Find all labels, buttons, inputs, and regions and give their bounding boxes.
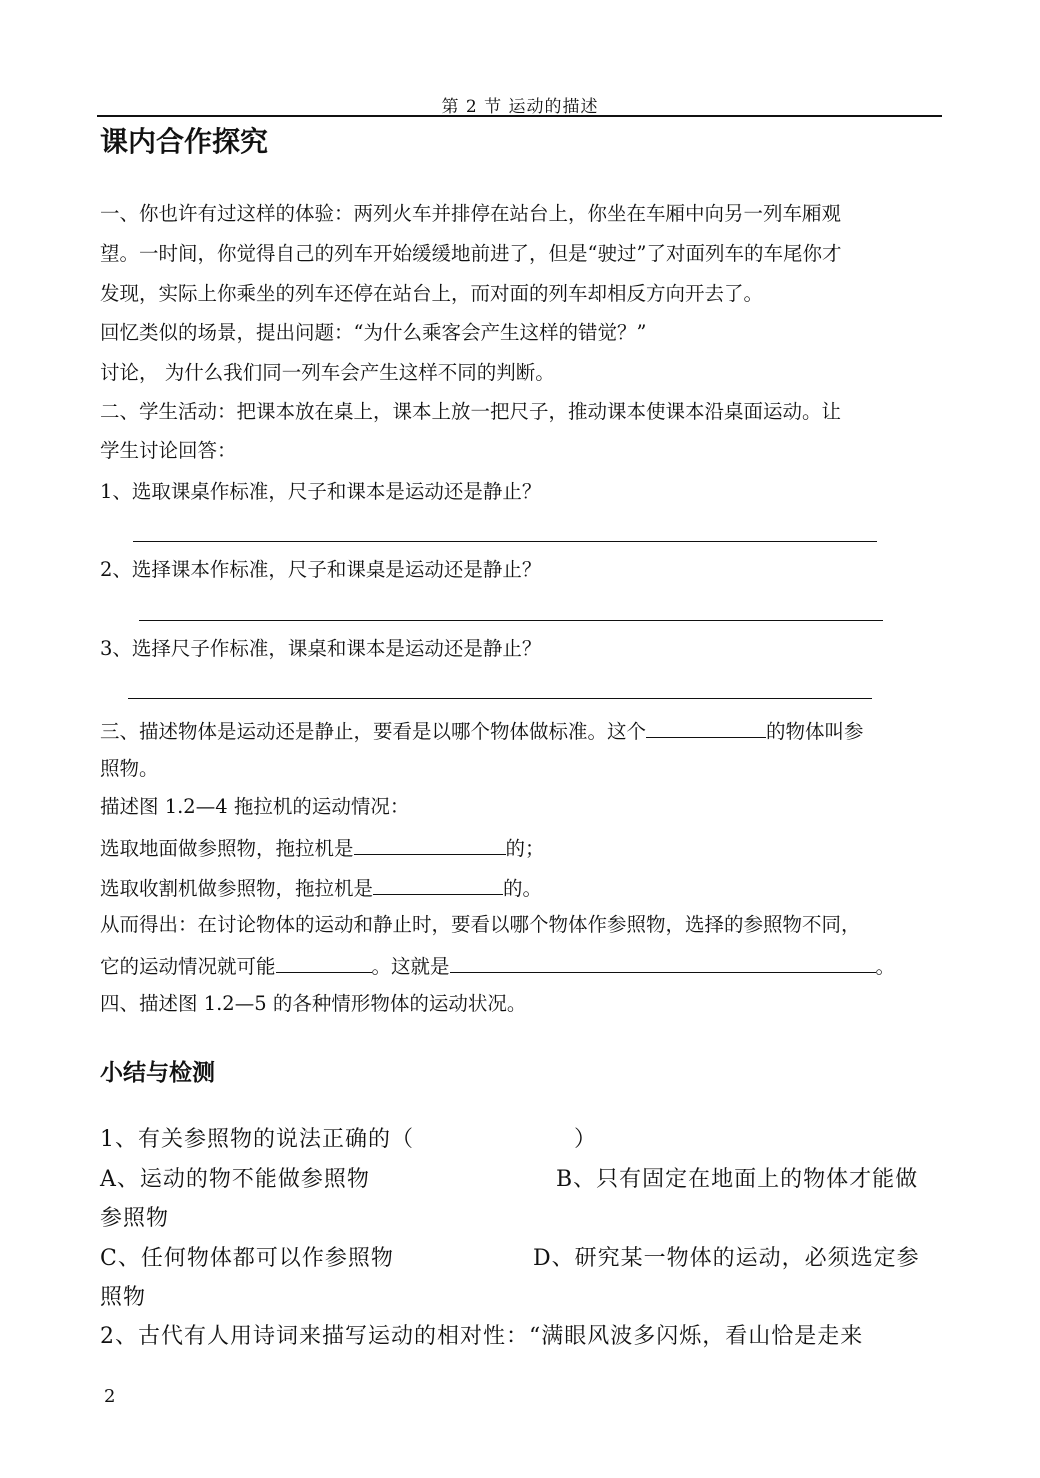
blank-conclusion-2[interactable]: [450, 950, 876, 973]
page-number: 2: [104, 1386, 116, 1407]
option-c[interactable]: C、任何物体都可以作参照物: [100, 1246, 394, 1271]
reference-definition-text: 三、描述物体是运动还是静止，要看是以哪个物体做标准。这个: [100, 720, 647, 743]
conclusion-text-b: 。这就是: [371, 955, 450, 978]
paragraph-line-6: 二、学生活动：把课本放在桌上，课本上放一把尺子，推动课本使课本沿桌面运动。让: [100, 400, 842, 423]
paragraph-line-5: 讨论， 为什么我们同一列车会产生这样不同的判断。: [100, 361, 555, 384]
figure-description-prompt: 描述图 1.2—4 拖拉机的运动情况：: [100, 795, 410, 818]
option-b[interactable]: B、只有固定在地面上的物体才能做: [556, 1167, 919, 1192]
ground-reference-line: [100, 832, 545, 860]
test-question-1-text: 1、有关参照物的说法正确的（: [100, 1127, 414, 1152]
paragraph-line-4: 回忆类似的场景，提出问题：“为什么乘客会产生这样的错觉？”: [100, 321, 647, 344]
page-header-title: 第 2 节 运动的描述: [441, 97, 599, 117]
option-d[interactable]: D、研究某一物体的运动，必须选定参: [533, 1246, 920, 1271]
harvester-reference-suffix: 的。: [503, 877, 543, 900]
ground-reference-text: 选取地面做参照物，拖拉机是: [100, 837, 354, 860]
paragraph-line-1: 一、你也许有过这样的体验：两列火车并排停在站台上，你坐在车厢中向另一列车厢观: [100, 202, 842, 225]
conclusion-text-c: 。: [875, 955, 896, 978]
answer-line-2[interactable]: [139, 620, 883, 621]
ground-reference-suffix: 的；: [505, 837, 545, 860]
answer-line-1[interactable]: [133, 541, 877, 542]
reference-definition-end: 照物。: [100, 757, 159, 780]
blank-reference[interactable]: [646, 715, 766, 738]
test-question-1: [100, 1125, 597, 1155]
harvester-reference-line: [100, 872, 542, 900]
section-heading-cooperative-inquiry: 课内合作探究: [100, 125, 269, 158]
paragraph-line-3: 发现，实际上你乘坐的列车还停在站台上，而对面的列车却相反方向开去了。: [100, 282, 764, 305]
question-1: 1、选取课桌作标准，尺子和课本是运动还是静止？: [100, 480, 542, 503]
conclusion-text-a: 它的运动情况就可能: [100, 955, 276, 978]
conclusion-line-1: 从而得出：在讨论物体的运动和静止时，要看以哪个物体作参照物，选择的参照物不同，: [100, 913, 861, 936]
test-question-1-close: ）: [574, 1127, 598, 1152]
reference-definition-suffix: 的物体叫参: [766, 720, 864, 743]
blank-harvester[interactable]: [373, 872, 503, 895]
reference-definition-line: [100, 715, 864, 743]
section-heading-summary-test: 小结与检测: [100, 1060, 215, 1086]
paragraph-line-2: 望。一时间，你觉得自己的列车开始缓缓地前进了，但是“驶过”了对面列车的车尾你才: [100, 242, 842, 265]
question-3: 3、选择尺子作标准，课桌和课本是运动还是静止？: [100, 637, 542, 660]
option-d-continued: 照物: [100, 1285, 147, 1310]
option-a[interactable]: A、运动的物不能做参照物: [100, 1167, 370, 1192]
figure-5-prompt: 四、描述图 1.2—5 的各种情形物体的运动状况。: [100, 992, 527, 1015]
option-b-continued: 参照物: [100, 1206, 170, 1231]
conclusion-line-2: [100, 950, 895, 978]
test-question-2: 2、古代有人用诗词来描写运动的相对性：“满眼风波多闪烁，看山恰是走来: [100, 1324, 864, 1349]
blank-conclusion-1[interactable]: [276, 950, 372, 973]
harvester-reference-text: 选取收割机做参照物，拖拉机是: [100, 877, 374, 900]
blank-ground[interactable]: [354, 832, 506, 855]
paragraph-line-7: 学生讨论回答：: [100, 439, 237, 462]
answer-line-3[interactable]: [128, 698, 872, 699]
header-rule: [97, 115, 942, 117]
question-2: 2、选择课本作标准，尺子和课桌是运动还是静止？: [100, 558, 542, 581]
